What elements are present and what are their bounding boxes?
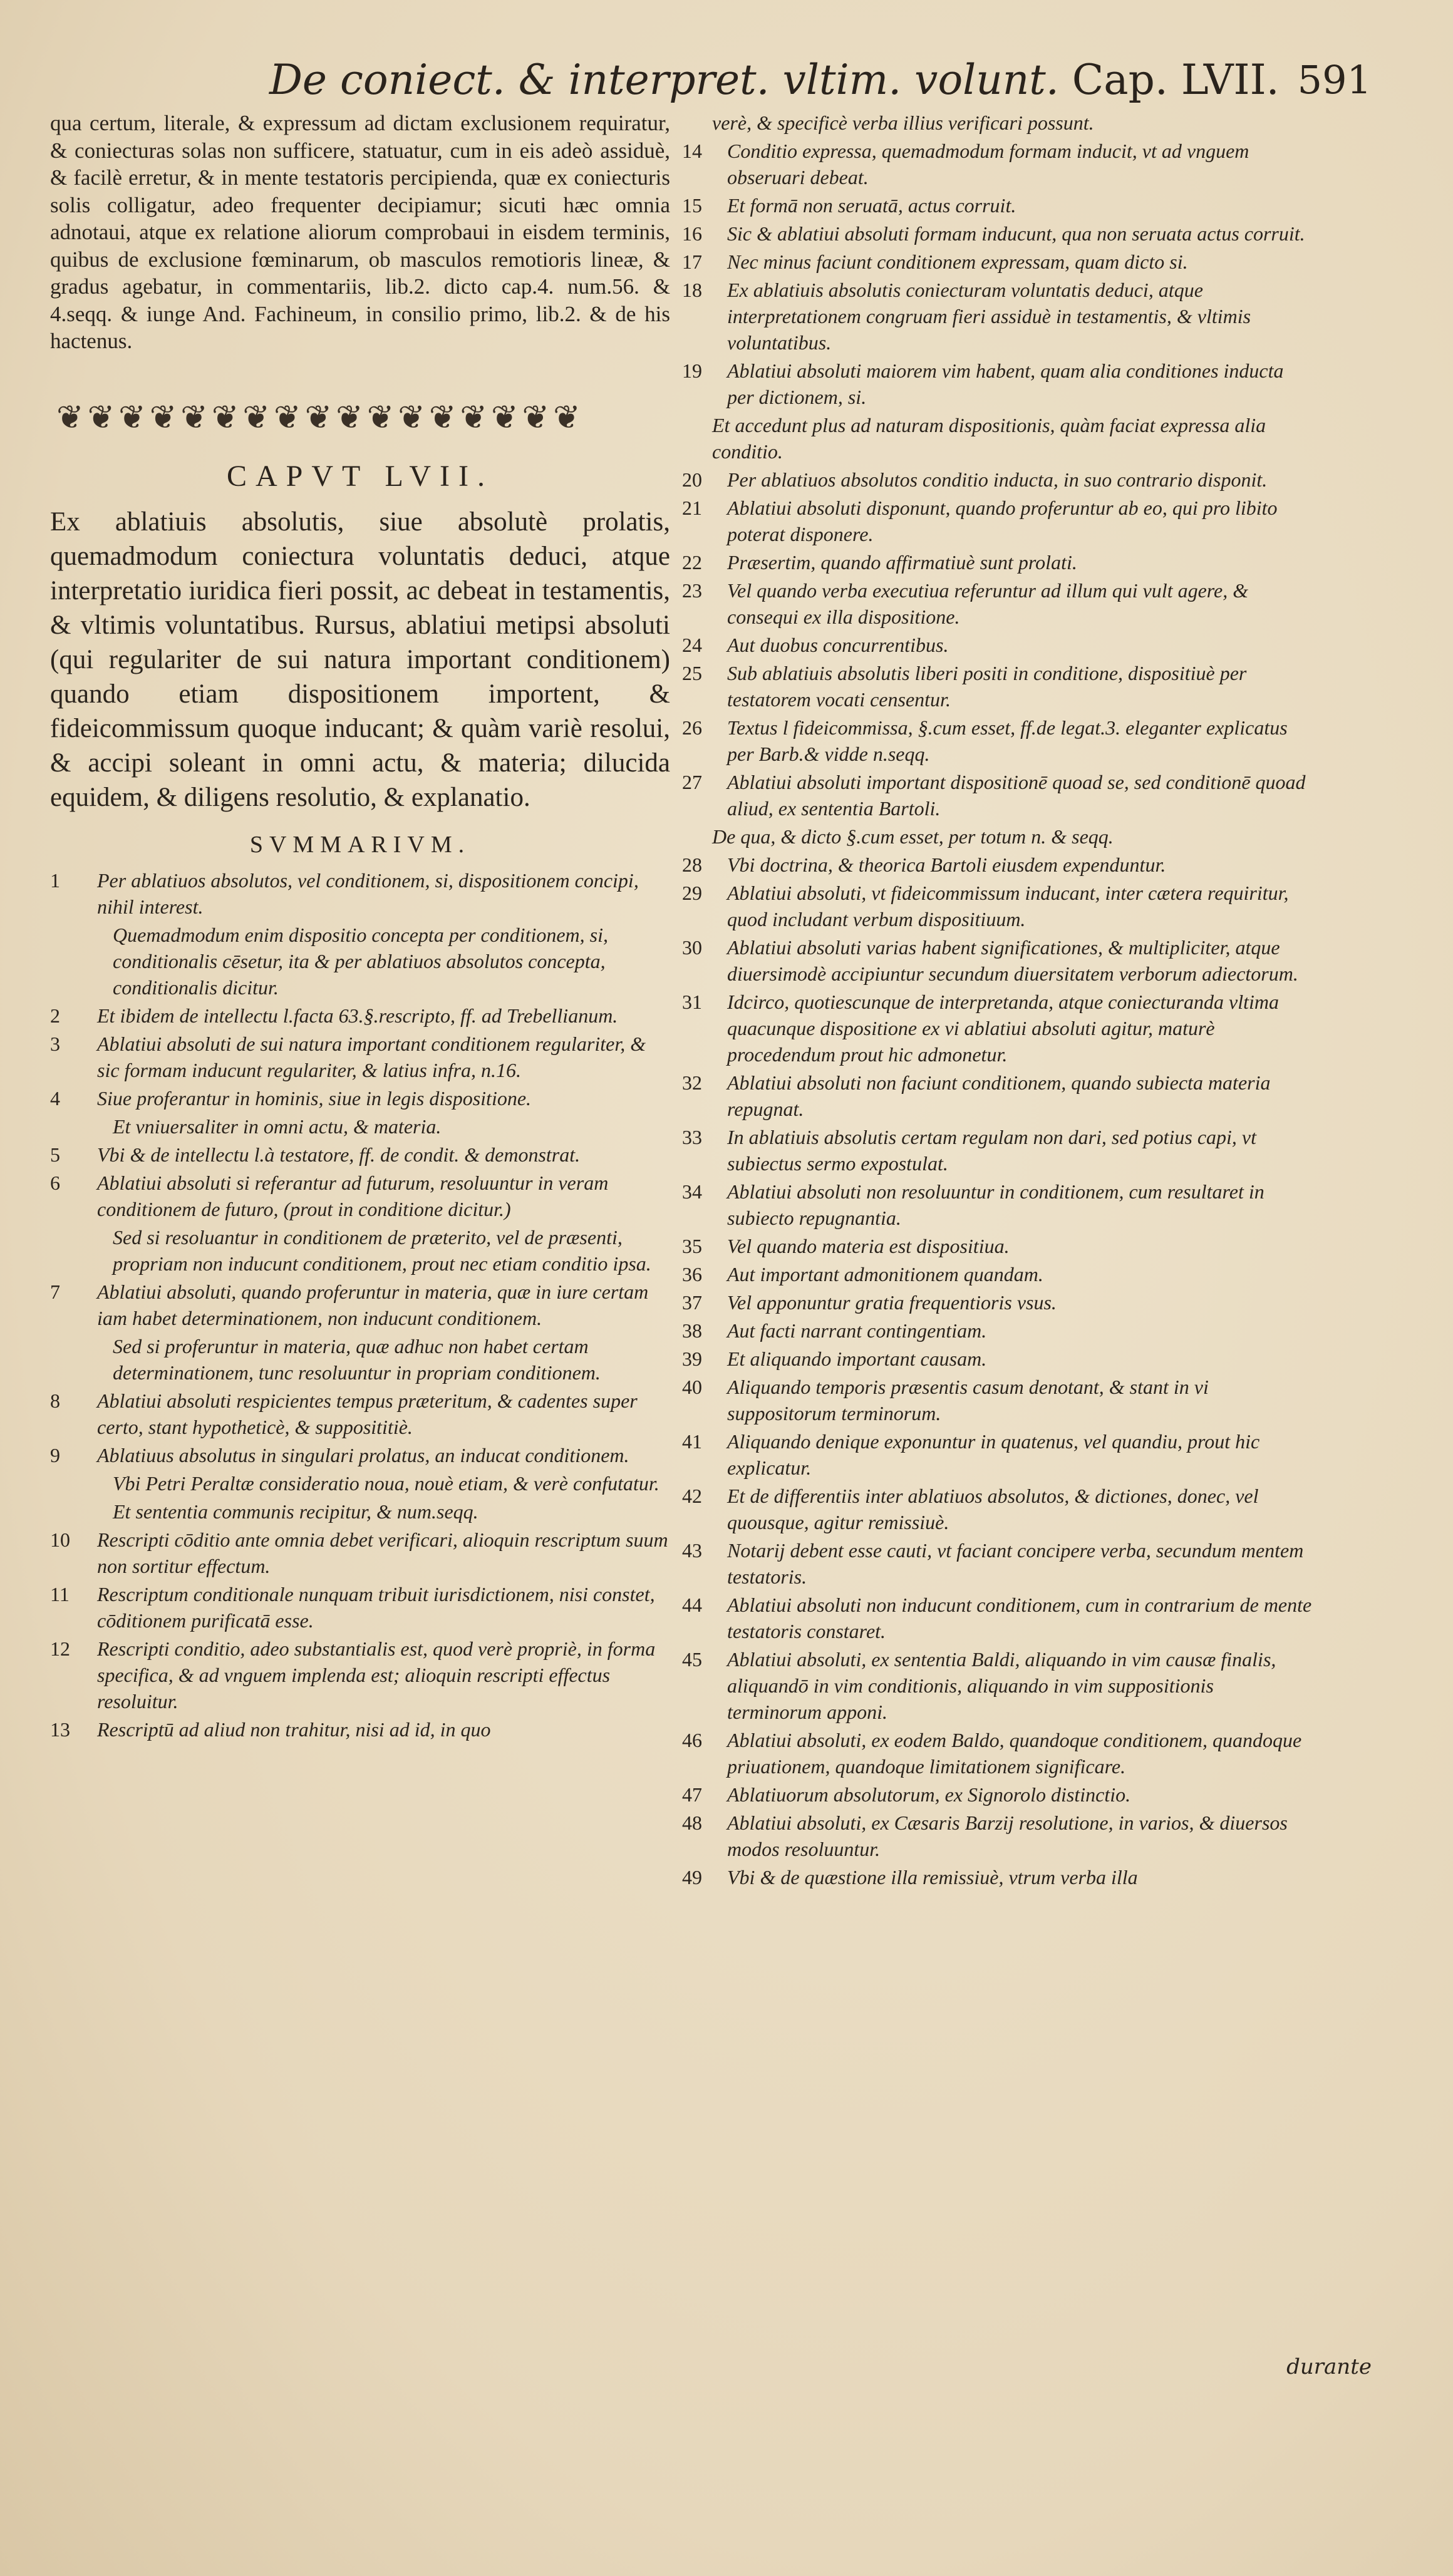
entry-text: Ablatiui absoluti non faciunt conditionem, quando subiecta materia repugnat. bbox=[727, 1071, 1271, 1120]
entry-text: Et vniuersaliter in omni actu, & materia. bbox=[113, 1115, 442, 1138]
chapter-number: Cap. LVII. bbox=[1072, 56, 1280, 104]
entry-number: 25 bbox=[682, 662, 702, 684]
entry-text: Aliquando denique exponuntur in quatenus, vel quandiu, prout hic explicatur. bbox=[727, 1430, 1260, 1479]
entry-text: Quemadmodum enim dispositio concepta per conditionem, si, conditionalis cēsetur, ita & per ablatiuos absolutos concepta, conditionalis dicitur. bbox=[113, 923, 608, 999]
entry-number: 9 bbox=[50, 1443, 60, 1466]
summary-entry bbox=[50, 1279, 670, 1331]
chapter-summary-text: Ex ablatiuis absolutis, siue absolutè prolatis, quemadmodum coniectura voluntatis deduci, atque interpretatio iuridica fieri possit, ac debeat in testamentis, & vltimis voluntatibus. Rursus, ablatiui metipsi absoluti (qui regulariter de sui natura important conditionem) quando etiam dispositionem importent, & fideicommissum quoque inducant; & quàm variè resolui, & accipi soleant in omni actu, & materia; dilucida equidem, & diligens resolutio, & explanatio. bbox=[50, 507, 670, 812]
summary-entry bbox=[50, 1636, 670, 1714]
summary-entry bbox=[680, 1428, 1312, 1481]
entry-text: Ablatiui absoluti non inducunt conditionem, cum in contrarium de mente testatoris constaret. bbox=[727, 1594, 1312, 1642]
summary-entry bbox=[50, 1113, 670, 1140]
entry-number: 32 bbox=[682, 1071, 702, 1094]
summary-entry bbox=[680, 1374, 1312, 1426]
summary-entry bbox=[680, 577, 1312, 630]
entry-text: Rescriptū ad aliud non trahitur, nisi ad id, in quo bbox=[97, 1718, 491, 1741]
entry-number: 46 bbox=[682, 1729, 702, 1751]
entry-number: 8 bbox=[50, 1389, 60, 1412]
entry-number: 27 bbox=[682, 771, 702, 793]
summary-entry bbox=[680, 852, 1312, 878]
chapter-heading: CAPVT LVII. bbox=[226, 459, 494, 493]
decorative-fleuron-band: ❦❦❦❦❦❦❦❦❦❦❦❦❦❦❦❦❦ bbox=[56, 399, 584, 436]
summary-entry bbox=[680, 1592, 1312, 1644]
summary-entry bbox=[680, 989, 1312, 1068]
entry-text: Ablatiui absoluti disponunt, quando proferuntur ab eo, qui pro libito poterat disponere. bbox=[727, 497, 1278, 545]
entry-text: Rescripti conditio, adeo substantialis est, quod verè propriè, in forma specifica, & ad vnguem implenda est; alioquin rescripti effectus resoluitur. bbox=[97, 1637, 656, 1713]
chapter-summary bbox=[50, 505, 670, 815]
entry-text: Ablatiui absoluti, ex eodem Baldo, quandoque conditionem, quandoque priuationem, quandoque limitationem significare. bbox=[727, 1729, 1302, 1778]
entry-number: 40 bbox=[682, 1376, 702, 1398]
entry-text: Et aliquando important causam. bbox=[727, 1347, 987, 1370]
entry-text: Idcirco, quotiescunque de interpretanda, atque coniecturanda vltima quacunque dispositione ex vi ablatiui absoluti agitur, maturè procedendum prout hic admonetur. bbox=[727, 991, 1279, 1066]
entry-text: Sub ablatiuis absolutis liberi positi in conditione, dispositiuè per testatorem vocati censentur. bbox=[727, 662, 1247, 711]
entry-number: 13 bbox=[50, 1718, 70, 1741]
summary-entry bbox=[680, 220, 1312, 247]
summary-entry bbox=[50, 1442, 670, 1468]
entry-text: Conditio expressa, quemadmodum formam inducit, vt ad vnguem obseruari debeat. bbox=[727, 140, 1249, 188]
entry-text: Ablatiui absoluti si referantur ad futurum, resoluuntur in veram conditionem de futuro, (prout in conditione dicitur.) bbox=[97, 1171, 609, 1220]
summary-entry bbox=[680, 880, 1312, 932]
entry-number: 1 bbox=[50, 868, 60, 892]
entry-text: In ablatiuis absolutis certam regulam non dari, sed potius capi, vt subiectus sermo expostulat. bbox=[727, 1126, 1256, 1175]
entry-text: Ablatiuus absolutus in singulari prolatus, an inducat conditionem. bbox=[97, 1443, 629, 1466]
summary-entry bbox=[680, 714, 1312, 767]
entry-text: Aliquando temporis præsentis casum denotant, & stant in vi suppositorum terminorum. bbox=[727, 1376, 1209, 1425]
summary-entry bbox=[680, 192, 1312, 219]
entry-text: Ablatiui absoluti, quando proferuntur in materia, quæ in iure certam iam habet determinationem, non inducunt conditionem. bbox=[97, 1280, 649, 1329]
summarium-list-right bbox=[680, 110, 1312, 1890]
entry-text: Sed si resoluantur in conditionem de præterito, vel de præsenti, propriam non inducunt conditionem, prout nec etiam conditio ipsa. bbox=[113, 1225, 651, 1275]
summary-entry bbox=[680, 1317, 1312, 1344]
summary-entry bbox=[680, 1261, 1312, 1287]
entry-text: Ablatiui absoluti respicientes tempus præteritum, & cadentes super certo, stant hypotheticè, & supposititiè. bbox=[97, 1389, 638, 1438]
summary-entry bbox=[680, 1289, 1312, 1316]
summary-entry bbox=[680, 1646, 1312, 1725]
summary-entry bbox=[680, 1864, 1312, 1890]
entry-number: 20 bbox=[682, 468, 702, 491]
entry-number: 18 bbox=[682, 279, 702, 301]
entry-text: Ablatiui absoluti important dispositionē quoad se, sed conditionē quoad aliud, ex sententia Bartoli. bbox=[727, 771, 1306, 820]
summarium-list-left bbox=[50, 867, 670, 1743]
entry-text: Et accedunt plus ad naturam dispositionis, quàm faciat expressa alia conditio. bbox=[712, 414, 1266, 463]
entry-number: 30 bbox=[682, 936, 702, 959]
summary-entry bbox=[680, 1537, 1312, 1590]
entry-text: Aut facti narrant contingentiam. bbox=[727, 1319, 987, 1342]
entry-number: 15 bbox=[682, 194, 702, 217]
summary-entry bbox=[680, 110, 1312, 136]
entry-number: 3 bbox=[50, 1032, 60, 1055]
entry-text: Ablatiui absoluti varias habent significationes, & multipliciter, atque diuersimodè accipiuntur secundum diuersitatem verborum adiectorum. bbox=[727, 936, 1298, 985]
entry-number: 44 bbox=[682, 1594, 702, 1616]
summary-entry bbox=[680, 495, 1312, 547]
left-column bbox=[50, 110, 670, 1744]
entry-text: Et de differentiis inter ablatiuos absolutos, & dictiones, donec, vel quousque, agitur remissiuè. bbox=[727, 1485, 1259, 1533]
entry-text: Ablatiuorum absolutorum, ex Signorolo distinctio. bbox=[727, 1783, 1131, 1806]
summary-entry bbox=[680, 934, 1312, 987]
summary-entry bbox=[50, 1388, 670, 1440]
summary-entry bbox=[50, 1470, 670, 1497]
entry-number: 5 bbox=[50, 1143, 60, 1166]
summary-entry bbox=[680, 1346, 1312, 1372]
entry-text: Ablatiui absoluti non resoluuntur in conditionem, cum resultaret in subiecto repugnantia. bbox=[727, 1180, 1264, 1229]
entry-text: Ablatiui absoluti maiorem vim habent, quam alia conditiones inducta per dictionem, si. bbox=[727, 359, 1284, 408]
summary-entry bbox=[680, 1124, 1312, 1177]
summary-entry bbox=[680, 1781, 1312, 1808]
summary-entry bbox=[50, 1581, 670, 1634]
entry-text: Rescriptum conditionale nunquam tribuit iurisdictionem, nisi constet, cōditionem purificatā esse. bbox=[97, 1582, 655, 1632]
entry-text: Vel quando materia est dispositiua. bbox=[727, 1235, 1010, 1257]
entry-text: Aut important admonitionem quandam. bbox=[727, 1263, 1043, 1285]
entry-number: 19 bbox=[682, 359, 702, 382]
entry-text: De qua, & dicto §.cum esset, per totum n. & seqq. bbox=[712, 825, 1114, 848]
entry-number: 38 bbox=[682, 1319, 702, 1342]
entry-text: Vbi doctrina, & theorica Bartoli eiusdem expenduntur. bbox=[727, 853, 1166, 876]
summary-entry bbox=[50, 1002, 670, 1029]
running-title-text: De coniect. & interpret. vltim. volunt. bbox=[269, 56, 1059, 104]
entry-number: 49 bbox=[682, 1866, 702, 1888]
entry-number: 2 bbox=[50, 1004, 60, 1027]
entry-text: Textus l fideicommissa, §.cum esset, ff.de legat.3. eleganter explicatus per Barb.& vidde n.seqq. bbox=[727, 716, 1288, 765]
summary-entry bbox=[680, 823, 1312, 850]
intro-text: qua certum, literale, & expressum ad dictam exclusionem requiratur, & coniecturas solas non sufficere, statuatur, cum in eis adeò assiduè, & facilè erretur, & in mente testatoris percipienda, quæ ex coniecturis solis colligatur, adeo frequenter decipiamur; sicuti hæc omnia adnotaui, atque ex relatione aliorum comprobaui in eisdem terminis, quibus de exclusione fœminarum, ob masculos remotioris lineæ, & gradus agebatur, in commentariis, lib.2. dicto cap.4. num.56. & 4.seqq. & iunge And. Fachineum, in consilio primo, lib.2. & de his hactenus. bbox=[50, 111, 670, 353]
entry-text: Ablatiui absoluti de sui natura important conditionem regulariter, & sic formam inducunt regulariter, & latius infra, n.16. bbox=[97, 1032, 646, 1081]
summary-entry bbox=[50, 1141, 670, 1168]
summary-entry bbox=[680, 1178, 1312, 1231]
entry-text: Nec minus faciunt conditionem expressam, quam dicto si. bbox=[727, 250, 1188, 273]
entry-text: Sed si proferuntur in materia, quæ adhuc non habet certam determinationem, tunc resoluuntur in propriam conditionem. bbox=[113, 1334, 601, 1384]
entry-text: Ablatiui absoluti, vt fideicommissum inducant, inter cætera requiritur, quod includant verbum dispositiuum. bbox=[727, 882, 1289, 930]
summary-entry bbox=[50, 1527, 670, 1579]
entry-text: Per ablatiuos absolutos conditio inducta, in suo contrario disponit. bbox=[727, 468, 1268, 491]
entry-text: Aut duobus concurrentibus. bbox=[727, 634, 949, 656]
entry-text: Rescripti cōditio ante omnia debet verificari, alioquin rescriptum suum non sortitur effectum. bbox=[97, 1528, 668, 1577]
entry-number: 45 bbox=[682, 1648, 702, 1671]
summary-entry bbox=[680, 466, 1312, 493]
entry-number: 34 bbox=[682, 1180, 702, 1203]
entry-number: 48 bbox=[682, 1811, 702, 1834]
entry-number: 21 bbox=[682, 497, 702, 519]
entry-number: 35 bbox=[682, 1235, 702, 1257]
entry-text: Per ablatiuos absolutos, vel conditionem, si, dispositionem concipi, nihil interest. bbox=[97, 868, 639, 918]
entry-number: 39 bbox=[682, 1347, 702, 1370]
entry-text: Notarij debent esse cauti, vt faciant concipere verba, secundum mentem testatoris. bbox=[727, 1539, 1304, 1588]
entry-text: Et formā non seruatā, actus corruit. bbox=[727, 194, 1016, 217]
entry-text: Ex ablatiuis absolutis coniecturam voluntatis deduci, atque interpretationem congruam fieri assiduè in testamentis, & vltimis voluntatibus. bbox=[727, 279, 1251, 354]
entry-number: 16 bbox=[682, 222, 702, 245]
summarium-heading: SVMMARIVM. bbox=[249, 831, 471, 858]
summary-entry bbox=[50, 1498, 670, 1525]
summary-entry bbox=[680, 277, 1312, 356]
intro-paragraph bbox=[50, 110, 670, 355]
summary-entry bbox=[50, 1716, 670, 1743]
entry-number: 7 bbox=[50, 1280, 60, 1303]
summary-entry bbox=[50, 1085, 670, 1111]
entry-text: Vbi & de intellectu l.à testatore, ff. de condit. & demonstrat. bbox=[97, 1143, 581, 1166]
summary-entry bbox=[680, 1727, 1312, 1780]
summary-entry bbox=[50, 1333, 670, 1386]
entry-text: Et ibidem de intellectu l.facta 63.§.rescripto, ff. ad Trebellianum. bbox=[97, 1004, 618, 1027]
summary-entry bbox=[50, 922, 670, 1001]
summary-entry bbox=[680, 412, 1312, 465]
entry-text: Siue proferantur in hominis, siue in legis dispositione. bbox=[97, 1086, 532, 1110]
summary-entry bbox=[50, 1170, 670, 1222]
summary-entry bbox=[680, 632, 1312, 658]
summary-entry bbox=[680, 549, 1312, 575]
summary-entry bbox=[50, 867, 670, 920]
entry-number: 29 bbox=[682, 882, 702, 904]
entry-number: 17 bbox=[682, 250, 702, 273]
entry-number: 23 bbox=[682, 579, 702, 602]
entry-text: verè, & specificè verba illius verificari possunt. bbox=[712, 111, 1094, 134]
summary-entry bbox=[680, 1810, 1312, 1862]
entry-text: Vel apponuntur gratia frequentioris vsus. bbox=[727, 1291, 1057, 1314]
running-title bbox=[269, 49, 1280, 111]
entry-text: Præsertim, quando affirmatiuè sunt prolati. bbox=[727, 551, 1077, 574]
entry-text: Ablatiui absoluti, ex sententia Baldi, aliquando in vim causæ finalis, aliquandō in vim conditionis, aliquando in vim suppositionis terminorum apponi. bbox=[727, 1648, 1276, 1723]
entry-number: 43 bbox=[682, 1539, 702, 1562]
entry-number: 24 bbox=[682, 634, 702, 656]
entry-number: 28 bbox=[682, 853, 702, 876]
entry-number: 42 bbox=[682, 1485, 702, 1507]
entry-text: Vel quando verba executiua referuntur ad illum qui vult agere, & consequi ex illa dispositione. bbox=[727, 579, 1249, 628]
summary-entry bbox=[680, 660, 1312, 713]
running-header bbox=[269, 49, 1397, 111]
entry-number: 31 bbox=[682, 991, 702, 1013]
summary-entry bbox=[680, 138, 1312, 190]
summary-entry bbox=[680, 358, 1312, 410]
entry-number: 22 bbox=[682, 551, 702, 574]
entry-text: Et sententia communis recipitur, & num.seqq. bbox=[113, 1500, 478, 1523]
entry-number: 37 bbox=[682, 1291, 702, 1314]
right-column bbox=[680, 110, 1312, 1892]
entry-number: 6 bbox=[50, 1171, 60, 1194]
summary-entry bbox=[680, 769, 1312, 822]
page-number: 591 bbox=[1297, 57, 1372, 103]
summary-entry bbox=[680, 249, 1312, 275]
catchword: durante bbox=[1286, 2354, 1372, 2379]
entry-number: 41 bbox=[682, 1430, 702, 1453]
summary-entry bbox=[680, 1483, 1312, 1535]
entry-number: 14 bbox=[682, 140, 702, 162]
entry-number: 12 bbox=[50, 1637, 70, 1660]
entry-text: Sic & ablatiui absoluti formam inducunt, qua non seruata actus corruit. bbox=[727, 222, 1305, 245]
entry-number: 10 bbox=[50, 1528, 70, 1551]
entry-number: 36 bbox=[682, 1263, 702, 1285]
entry-number: 4 bbox=[50, 1086, 60, 1110]
summary-entry bbox=[50, 1031, 670, 1083]
summary-entry bbox=[680, 1233, 1312, 1259]
summary-entry bbox=[680, 1069, 1312, 1122]
entry-number: 47 bbox=[682, 1783, 702, 1806]
entry-number: 26 bbox=[682, 716, 702, 739]
entry-number: 33 bbox=[682, 1126, 702, 1148]
entry-text: Vbi & de quæstione illa remissiuè, vtrum verba illa bbox=[727, 1866, 1138, 1888]
entry-text: Ablatiui absoluti, ex Cæsaris Barzij resolutione, in varios, & diuersos modos resoluuntur. bbox=[727, 1811, 1288, 1860]
entry-text: Vbi Petri Peraltæ consideratio noua, nouè etiam, & verè confutatur. bbox=[113, 1471, 659, 1495]
summary-entry bbox=[50, 1224, 670, 1277]
entry-number: 11 bbox=[50, 1582, 70, 1605]
